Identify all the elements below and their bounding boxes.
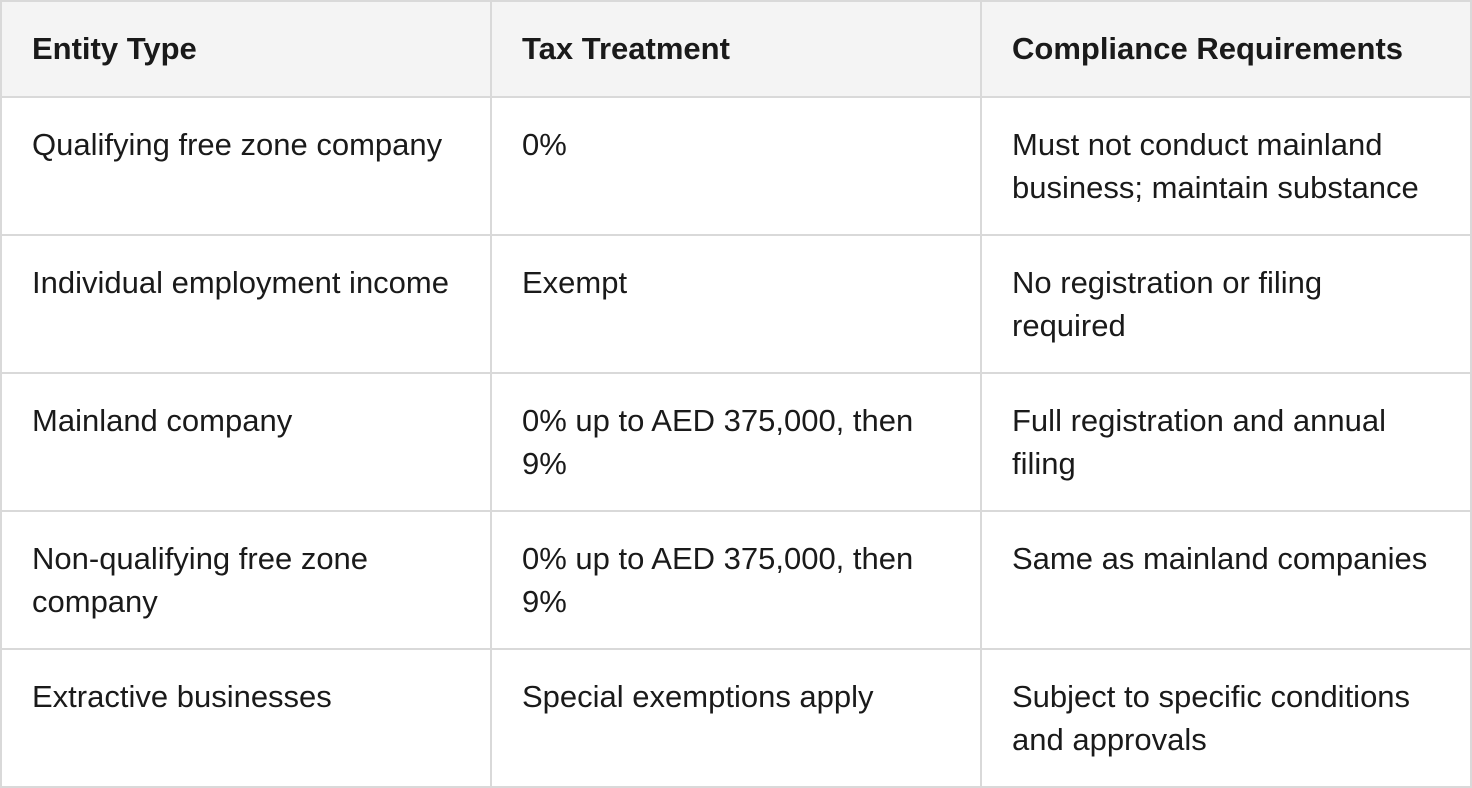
header-cell-entity-type: Entity Type xyxy=(1,1,491,97)
header-cell-compliance-requirements: Compliance Requirements xyxy=(981,1,1471,97)
table-row xyxy=(1,511,1471,649)
table-row xyxy=(1,373,1471,511)
cell-entity-type: Extractive businesses xyxy=(1,649,491,787)
cell-tax-treatment: 0% up to AED 375,000, then 9% xyxy=(491,511,981,649)
table-header xyxy=(1,1,1471,97)
cell-entity-type: Mainland company xyxy=(1,373,491,511)
cell-entity-type: Non-qualifying free zone company xyxy=(1,511,491,649)
cell-entity-type: Individual employment income xyxy=(1,235,491,373)
header-row xyxy=(1,1,1471,97)
table-body xyxy=(1,97,1471,787)
cell-tax-treatment: 0% xyxy=(491,97,981,235)
cell-compliance-requirements: Must not conduct mainland business; maintain substance xyxy=(981,97,1471,235)
cell-compliance-requirements: Subject to specific conditions and approvals xyxy=(981,649,1471,787)
table-row xyxy=(1,97,1471,235)
cell-compliance-requirements: No registration or filing required xyxy=(981,235,1471,373)
header-cell-tax-treatment: Tax Treatment xyxy=(491,1,981,97)
cell-tax-treatment: 0% up to AED 375,000, then 9% xyxy=(491,373,981,511)
cell-tax-treatment: Special exemptions apply xyxy=(491,649,981,787)
cell-compliance-requirements: Full registration and annual filing xyxy=(981,373,1471,511)
cell-entity-type: Qualifying free zone company xyxy=(1,97,491,235)
cell-tax-treatment: Exempt xyxy=(491,235,981,373)
table-row xyxy=(1,235,1471,373)
cell-compliance-requirements: Same as mainland companies xyxy=(981,511,1471,649)
table-row xyxy=(1,649,1471,787)
